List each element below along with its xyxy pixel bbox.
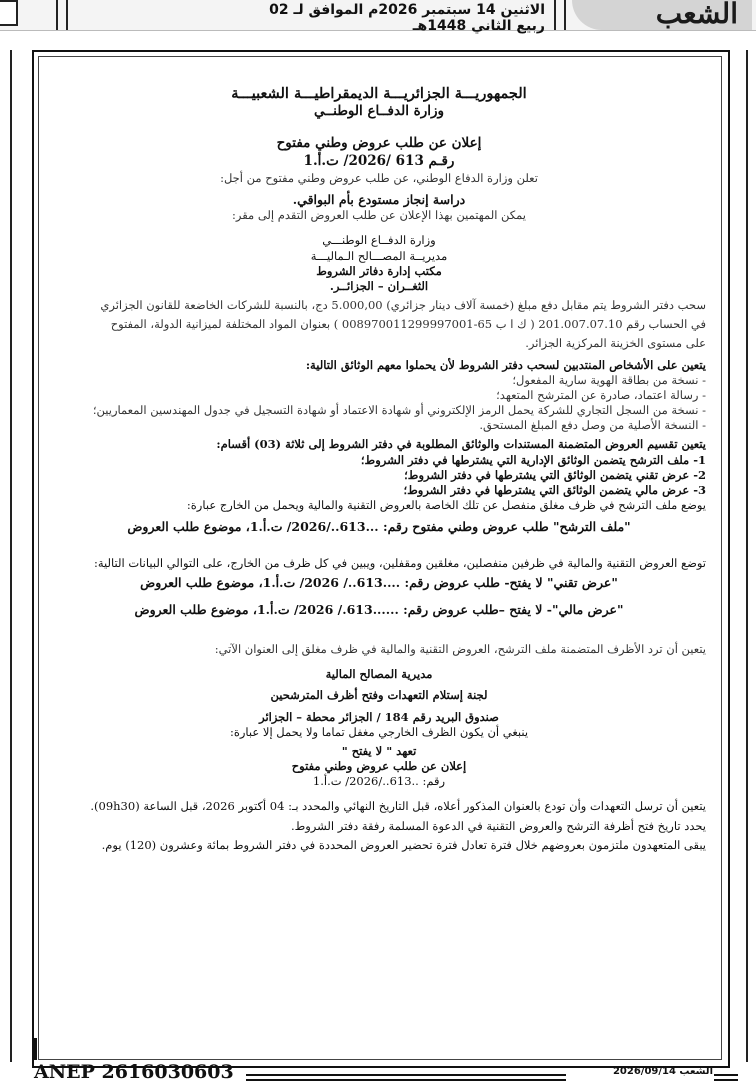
docs-heading: يتعين على الأشخاص المنتدبين لسحب دفتر الشروط لأن يحملوا معهم الوثائق التالية: [305, 357, 706, 372]
list-item: - نسخة من بطاقة الهوية سارية المفعول؛ [512, 372, 706, 387]
list-item: - النسخة الأصلية من وصل دفع المبلغ المستحق. [479, 418, 706, 433]
deadline-line: يتعين أن ترسل التعهدات وأن تودع بالعنوان المذكور أعلاه، قبل التاريخ النهائي والمحدد بـ: 04 أكتوبر 2026، قبل الساعة (09h30). [90, 799, 706, 814]
logo-text: الشعب [655, 0, 738, 30]
delivery-directorate: مديرية المصالح المالية [325, 667, 433, 682]
notice-number: رقـم 613 /2026/ ت.أ.1 [303, 152, 455, 169]
footer-corner-rule [34, 1038, 43, 1060]
address-city: الثغــران – الجزائــر. [329, 278, 429, 293]
tender-notice [52, 84, 706, 853]
notice-invite: يمكن المهتمين بهذا الإعلان عن طلب العروض التقدم إلى مقر: [231, 208, 527, 223]
technical-offer-reference: "عرض تقني" لا يفتح- طلب عروض رقم: ....613../ 2026/ ت.أ.1، موضوع طلب العروض [140, 575, 618, 590]
notice-subject: دراسة إنجاز مستودع بأم البواقي. [292, 191, 466, 207]
envelope-note: يوضع ملف الترشح في ظرف مغلق منفصل عن تلك الخاصة بالعروض التقنية والمالية ويحمل من الخارج عبارة: [186, 498, 706, 513]
left-column-rule [0, 50, 12, 1062]
outer-envelope-line-1: تعهد " لا يفتح " [341, 743, 417, 758]
candidacy-reference: "ملف الترشح" طلب عروض وطني مفتوح رقم: ...613../2026/ ت.أ.1، موضوع طلب العروض [127, 519, 631, 535]
structure-list [52, 453, 706, 499]
list-item: - نسخة من السجل التجاري للشركة يحمل الرمز الإلكتروني أو شهادة الاعتماد أو شهادة التسجيل في جدول المهندسين المعماريين؛ [92, 403, 706, 418]
ad-footer [0, 1061, 756, 1089]
notice-intro: تعلن وزارة الدفاع الوطني، عن طلب عروض وطني مفتوح من أجل: [220, 170, 538, 185]
newspaper-masthead [0, 0, 756, 34]
newspaper-logo [572, 0, 752, 30]
address-ministry: وزارة الدفــاع الوطنـــي [322, 233, 436, 248]
offers-note: توضع العروض التقنية والمالية في ظرفين منفصلين، مغلقين ومقفلين، ويبين في كل ظرف من الخارج، على التوالي البيانات التالية: [94, 555, 706, 570]
validity-line: يبقى المتعهدون ملتزمون بعروضهم خلال فترة تعادل فترة تحضير العروض المحددة في دفتر الشروط بمائة وعشرون (120) يوم. [101, 837, 706, 852]
right-column-rule [746, 50, 756, 1062]
list-item: 1- ملف الترشح يتضمن الوثائق الإدارية التي يشترطها في دفتر الشروط؛ [360, 452, 706, 467]
masthead-rule [56, 0, 68, 30]
outer-envelope-line-2: إعلان عن طلب عروض وطني مفتوح [291, 759, 467, 774]
issue-date: الاثنين 14 سبتمبر 2026م الموافق لـ 02 ربيع الثاني 1448هـ [269, 2, 545, 34]
withdrawal-line-2: في الحساب رقم 201.007.07.10 ( ك ا ب 65-008970011299997001 ) بعنوان المواد المختلفة لميزانية الدولة، المفتوح [110, 317, 706, 332]
paper-date: الشعب 2026/09/14 [612, 1066, 713, 1077]
address-office: مكتب إدارة دفاتر الشروط [316, 263, 442, 278]
list-item: 3- عرض مالي يتضمن الوثائق التي يشترطها في دفتر الشروط؛ [403, 482, 706, 497]
footer-rule [714, 1074, 738, 1081]
docs-list [52, 373, 706, 434]
notice-title: إعلان عن طلب عروض وطني مفتوح [276, 134, 482, 151]
footer-rule [246, 1074, 566, 1081]
republic-heading: الجمهوريـــة الجزائريـــة الديمقراطيـــة الشعبيـــة [231, 85, 527, 102]
structure-heading: يتعين تقسيم العروض المتضمنة المستندات والوثائق المطلوبة في دفتر الشروط إلى ثلاثة (03) أقسام: [216, 437, 706, 452]
delivery-note: يتعين أن ترد الأظرف المتضمنة ملف الترشح، العروض التقنية والمالية في ظرف مغلق إلى العنوان الآتي: [214, 642, 706, 656]
withdrawal-line-3: على مستوى الخزينة المركزية الجزائر. [525, 336, 706, 351]
outer-envelope-note: ينبغي أن يكون الظرف الخارجي مغفل تماما ولا يحمل إلا عبارة: [229, 724, 529, 739]
address-directorate: مديريــة المصـــالح الـماليـــة [310, 248, 448, 263]
list-item: - رسالة اعتماد، صادرة عن المترشح المتعهد؛ [496, 387, 706, 402]
list-item: 2- عرض تقني يتضمن الوثائق التي يشترطها في دفتر الشروط؛ [404, 467, 706, 482]
ministry-heading: وزارة الدفــاع الوطنــي [313, 103, 445, 120]
anep-reference: ANEP 2616030603 [34, 1061, 234, 1083]
masthead-rule [554, 0, 566, 30]
opening-date-line: يحدد تاريخ فتح أظرفة الترشح والعروض التقنية في الدعوة المسلمة رفقة دفتر الشروط. [290, 818, 706, 833]
delivery-po-box: صندوق البريد رقم 184 / الجزائر محطة – الجزائر [259, 709, 499, 724]
delivery-committee: لجنة إستلام التعهدات وفتح أظرف المترشحين [270, 688, 488, 703]
financial-offer-reference: "عرض مالي"- لا يفتح –طلب عروض رقم: ......613./ 2026/ ت.أ.1، موضوع طلب العروض [134, 601, 624, 617]
outer-envelope-line-3: رقم: ..613../2026/ ت.أ.1 [312, 774, 446, 789]
masthead-corner [0, 0, 18, 26]
withdrawal-line-1: سحب دفتر الشروط يتم مقابل دفع مبلغ (خمسة آلاف دينار جزائري) 5.000,00 دج، بالنسبة للشركات الخاضعة للقانون الجزائري [100, 298, 706, 313]
